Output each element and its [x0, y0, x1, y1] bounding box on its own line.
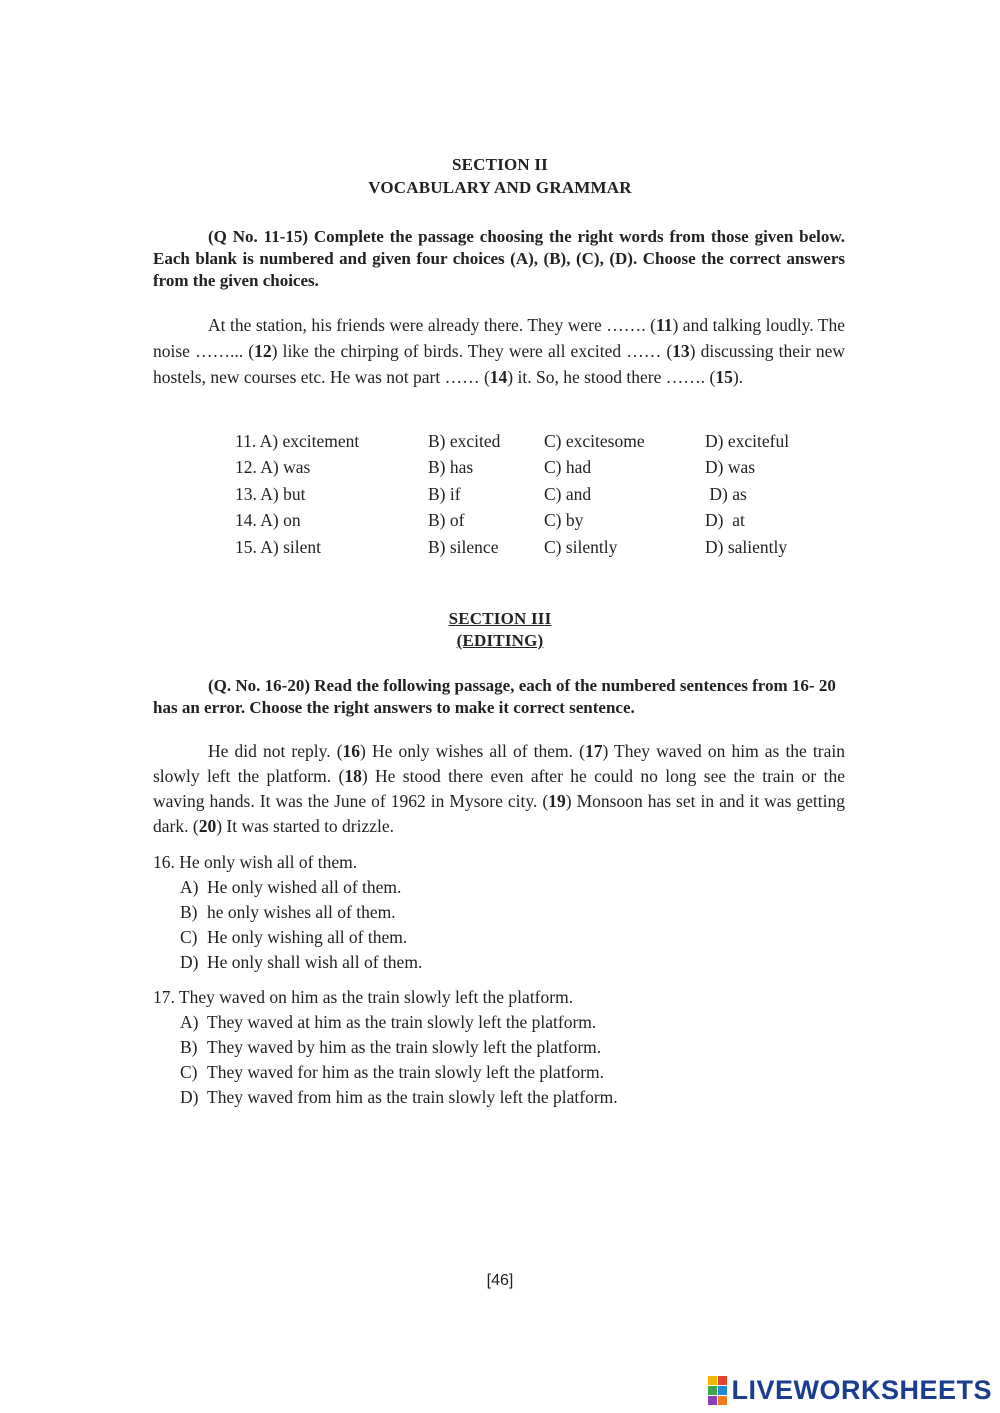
section-3-title: SECTION III [448, 609, 552, 628]
option-cell: B) excited [428, 430, 501, 451]
section-3-passage: He did not reply. (16) He only wishes all of them. (17) They waved on him as the train slowly left the platform. (18) He stood there even after he could no long see the train or the waving hands. It was the June of 1962 in Mysore city. (19) Monsoon has set in and it was getting dark. (20) It was started to drizzle. [153, 741, 846, 836]
option-cell: C) silently [544, 536, 618, 557]
option-cell: D) exciteful [705, 430, 790, 451]
section-3-instruction: (Q. No. 16-20) Read the following passage, each of the numbered sentences from 16- 20 has an error. Choose the right answers to make it correct sentence. [153, 676, 836, 717]
choice-list [153, 875, 422, 975]
section-2-title: SECTION II [451, 155, 548, 174]
liveworksheets-logo-text: LIVEWORKSHEETS [731, 1374, 992, 1405]
logo-square [708, 1376, 717, 1385]
option-cell: C) excitesome [544, 430, 645, 451]
option-cell: C) and [544, 483, 592, 504]
option-cell: 15. A) silent [235, 536, 322, 557]
choice-letter: B) [180, 1037, 198, 1057]
section-2-instruction: (Q No. 11-15) Complete the passage choosing the right words from those given below. Each blank is numbered and given four choices (A), (B), (C), (D). Choose the correct answers from the given choices. [153, 227, 845, 290]
choice-b[interactable] [153, 1035, 618, 1060]
option-row [235, 481, 825, 508]
choice-letter: D) [180, 952, 199, 972]
option-cell: C) had [544, 457, 592, 478]
liveworksheets-logo[interactable] [708, 1375, 992, 1405]
choice-list [153, 1010, 618, 1110]
option-cell: B) of [428, 510, 465, 531]
liveworksheets-logo-icon [708, 1376, 727, 1405]
option-cell: 12. A) was [235, 457, 311, 478]
option-cell: D) at [705, 510, 745, 531]
choice-letter: D) [180, 1087, 199, 1107]
choice-letter: C) [180, 1062, 198, 1082]
choice-text: They waved for him as the train slowly left the platform. [207, 1062, 605, 1082]
question-stem: 17. They waved on him as the train slowly left the platform. [153, 987, 574, 1007]
logo-square [718, 1386, 727, 1395]
choice-letter: C) [180, 927, 198, 947]
option-cell: C) by [544, 510, 584, 531]
choice-c[interactable] [153, 1060, 618, 1085]
logo-square [708, 1386, 717, 1395]
question-16 [153, 850, 422, 975]
option-cell: D) saliently [705, 536, 788, 557]
option-cell: D) was [705, 457, 756, 478]
option-cell: B) silence [428, 536, 499, 557]
option-cell: 11. A) excitement [235, 430, 360, 451]
option-cell: B) if [428, 483, 461, 504]
choice-text: They waved by him as the train slowly left the platform. [207, 1037, 602, 1057]
options-table [235, 428, 825, 561]
option-row [235, 428, 825, 455]
section-3-subtitle: (EDITING) [456, 631, 544, 650]
choice-text: He only shall wish all of them. [207, 952, 423, 972]
logo-square [708, 1396, 717, 1405]
option-row [235, 534, 825, 561]
choice-c[interactable] [153, 925, 422, 950]
option-cell: 13. A) but [235, 483, 306, 504]
choice-letter: B) [180, 902, 198, 922]
option-row [235, 455, 825, 482]
question-17 [153, 985, 618, 1110]
page-number: [46] [486, 1272, 514, 1289]
question-stem: 16. He only wish all of them. [153, 852, 358, 872]
choice-a[interactable] [153, 875, 422, 900]
choice-b[interactable] [153, 900, 422, 925]
choice-text: he only wishes all of them. [207, 902, 396, 922]
section-2-subtitle: VOCABULARY AND GRAMMAR [368, 178, 632, 197]
choice-d[interactable] [153, 1085, 618, 1110]
choice-text: They waved at him as the train slowly left the platform. [207, 1012, 597, 1032]
option-row [235, 508, 825, 535]
choice-text: He only wished all of them. [207, 877, 402, 897]
choice-letter: A) [180, 1012, 199, 1032]
section-2-passage: At the station, his friends were already there. They were ……. (11) and talking loudly. The noise ……... (12) like the chirping of birds. They were all excited …… (13) discussing their new hostels, new courses etc. He was not part …… (14) it. So, he stood there ……. (15). [153, 315, 845, 387]
choice-text: They waved from him as the train slowly left the platform. [207, 1087, 618, 1107]
choice-a[interactable] [153, 1010, 618, 1035]
logo-square [718, 1376, 727, 1385]
choice-d[interactable] [153, 950, 422, 975]
option-cell: B) has [428, 457, 474, 478]
choice-text: He only wishing all of them. [207, 927, 408, 947]
logo-square [718, 1396, 727, 1405]
choice-letter: A) [180, 877, 199, 897]
option-cell: D) as [705, 483, 747, 504]
option-cell: 14. A) on [235, 510, 301, 531]
